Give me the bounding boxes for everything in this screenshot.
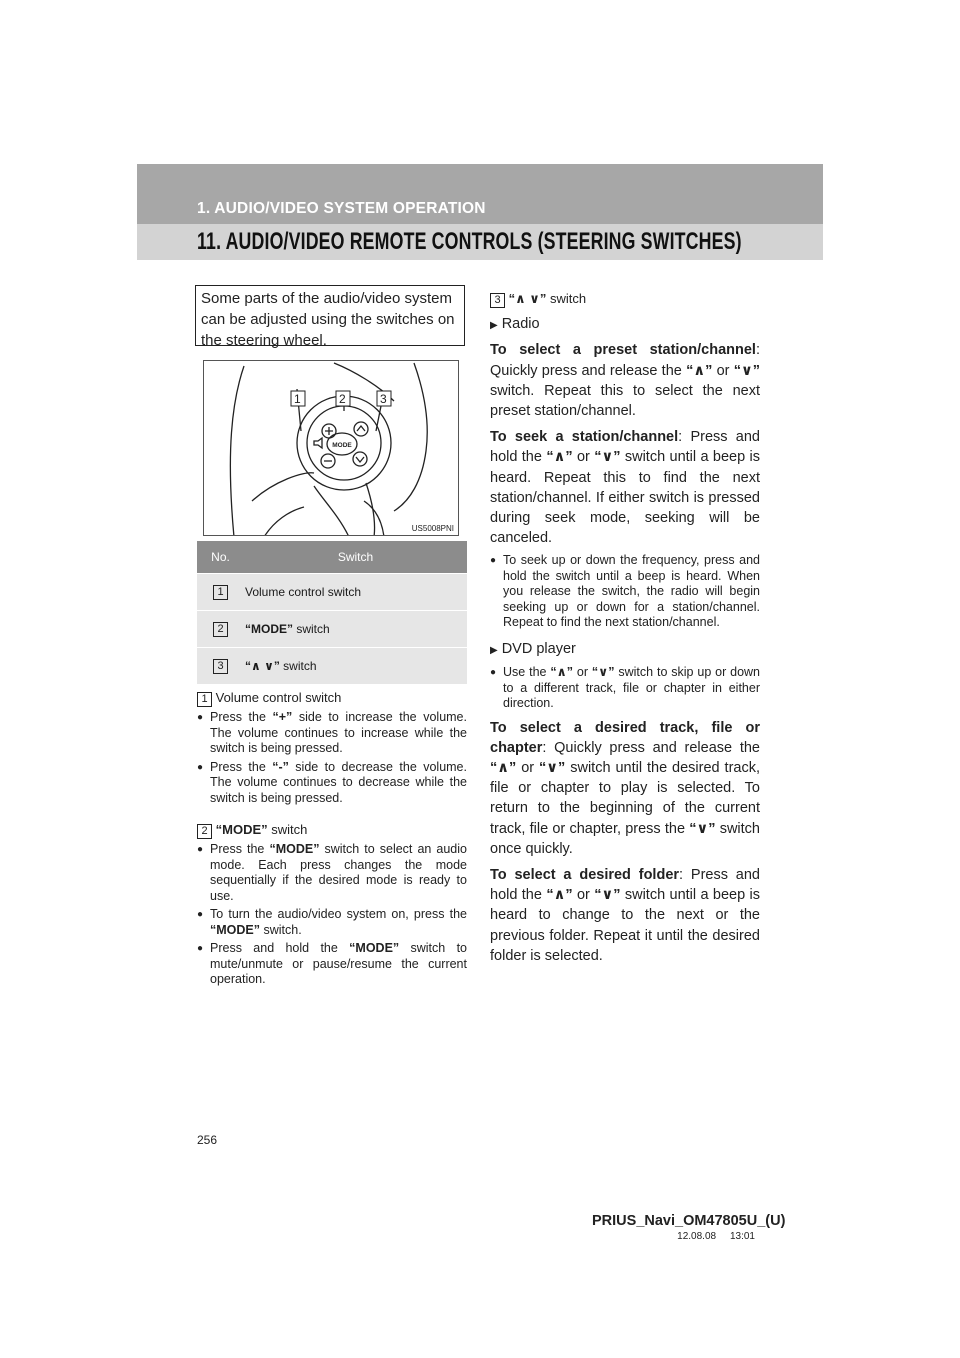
track-paragraph: To select a desired track, file or chapter: Quickly press and release the “∧” or “∨” switch until the desired track, file or chapter to play is selected. To return to the beginning of the current track, file or chapter, press the “∨” switch once quickly. [490, 719, 760, 857]
callout-1: 1 [294, 392, 301, 406]
list-item: ● To seek up or down the frequency, press and hold the switch until a beep is heard. When you release the switch, the radio will begin seeking up or down for a station/channel. Repeat to find the next station/channel. [490, 553, 760, 631]
radio-subheading: ▶ Radio [490, 314, 760, 336]
row-number: 3 [213, 659, 228, 674]
section-2-heading: 2 “MODE” switch [197, 822, 467, 839]
table-header-switch: Switch [244, 541, 467, 574]
list-item: ● Press the “-” side to decrease the volume. The volume continues to decrease while the switch is being pressed. [197, 760, 467, 807]
table-row [197, 574, 467, 611]
folder-paragraph: To select a desired folder: Press and hold the “∧” or “∨” switch until a beep is heard to change to the next or the previous folder. Repeat it until the desired folder is selected. [490, 867, 760, 964]
row-number: 2 [213, 622, 228, 637]
section-heading: 1. AUDIO/VIDEO SYSTEM OPERATION [197, 200, 486, 217]
row-switch-name: switch [279, 659, 317, 673]
left-column [197, 690, 467, 988]
list-item: ● To turn the audio/video system on, press the “MODE” switch. [197, 907, 467, 938]
steering-switch-illustration [203, 360, 459, 536]
row-switch-name: Volume control switch [245, 585, 362, 599]
figure-code: US5008PNI [411, 524, 454, 533]
mode-button-label: MODE [332, 442, 352, 449]
section-3-heading: 3 “∧ ∨” switch [490, 289, 760, 309]
print-timestamp: 12.08.08 13:01 [677, 1231, 755, 1242]
page-title: 11. AUDIO/VIDEO REMOTE CONTROLS (STEERING SWITCHES) [197, 228, 742, 255]
seek-paragraph: To seek a station/channel: Press and hold the “∧” or “∨” switch until a beep is heard. Repeat this to find the next station/channel. If either switch is pressed during seek mode, seeking will be canceled. [490, 429, 760, 547]
intro-note: Some parts of the audio/video system can be adjusted using the switches on the steering wheel. [195, 285, 465, 346]
table-header-no: No. [197, 541, 244, 574]
callout-3: 3 [380, 392, 387, 406]
section-1-heading: 1 Volume control switch [197, 690, 467, 707]
right-column [490, 289, 760, 966]
steering-wheel-drawing [204, 361, 459, 536]
switch-table [197, 541, 467, 684]
callout-2: 2 [339, 392, 346, 406]
list-item: ● Press the “MODE” switch to select an audio mode. Each press changes the mode sequentially if the desired mode is ready to use. [197, 842, 467, 904]
list-item: ● Use the “∧” or “∨” switch to skip up or down to a different track, file or chapter in either direction. [490, 665, 760, 712]
table-row: 2 “MODE” switch [197, 611, 467, 648]
row-switch-name: switch [293, 622, 330, 636]
list-item: ● Press and hold the “MODE” switch to mute/unmute or pause/resume the current operation. [197, 941, 467, 988]
document-id: PRIUS_Navi_OM47805U_(U) [592, 1213, 786, 1229]
page-number: 256 [197, 1133, 218, 1147]
table-row: 3 “∧ ∨” switch [197, 648, 467, 685]
preset-paragraph: To select a preset station/channel: Quickly press and release the “∧” or “∨” switch. Repeat this to select the next preset station/channel. [490, 342, 761, 420]
dvd-subheading: ▶ DVD player [490, 639, 760, 661]
row-number: 1 [213, 585, 228, 600]
list-item: ● Press the “+” side to increase the volume. The volume continues to increase while the switch is being pressed. [197, 710, 467, 757]
